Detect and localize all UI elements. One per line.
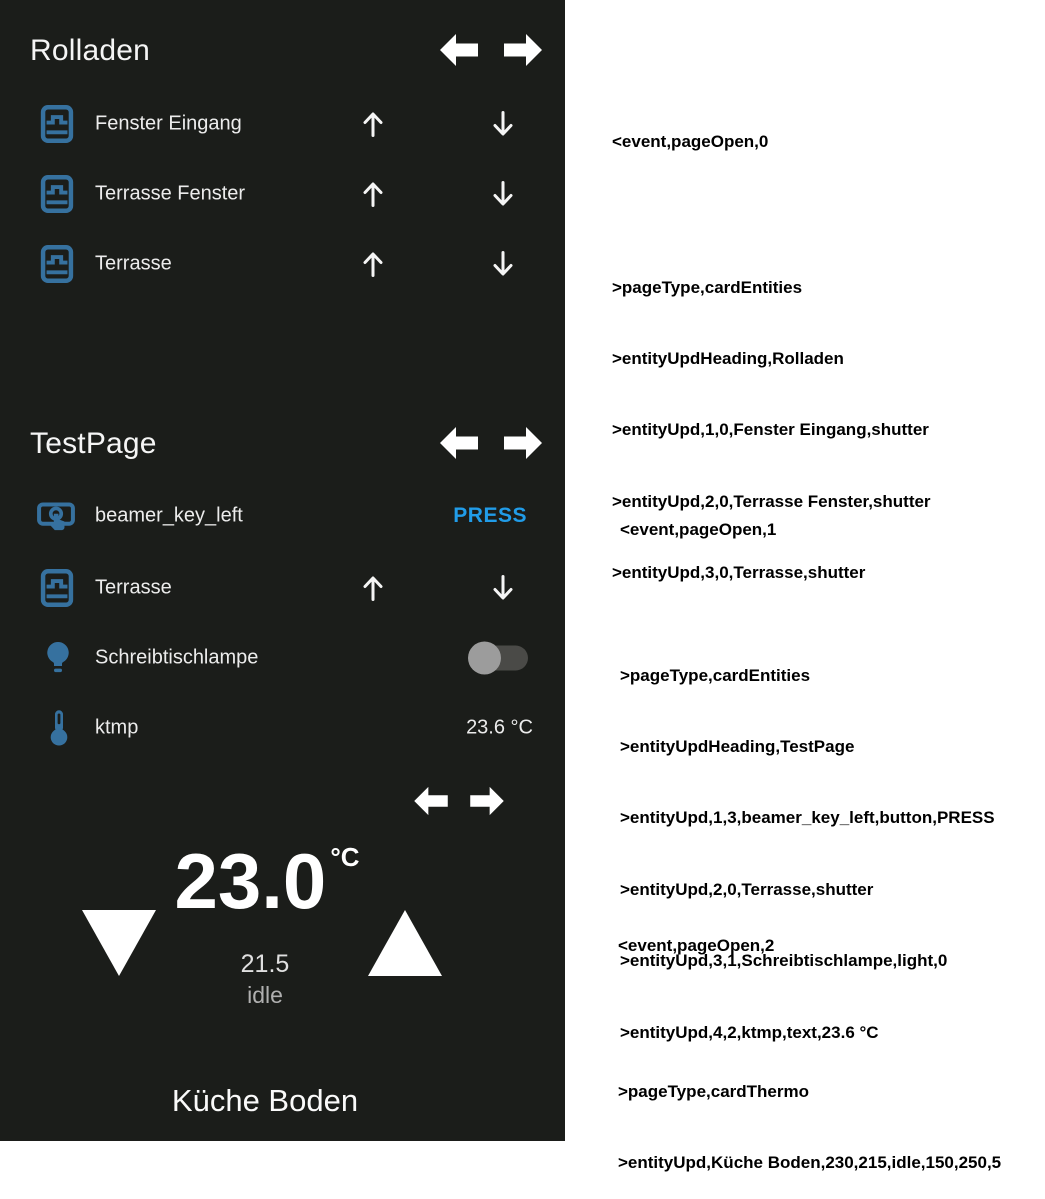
entity-label: Schreibtischlampe xyxy=(95,646,259,669)
page-next-button[interactable] xyxy=(504,33,542,72)
arrow-up-icon xyxy=(361,181,385,208)
arrow-down-icon xyxy=(491,111,515,138)
arrow-right-icon xyxy=(504,33,542,67)
annotation-line: >entityUpd,1,3,beamer_key_left,button,PRESS xyxy=(620,808,995,828)
page-prev-button[interactable] xyxy=(440,426,478,465)
annotation-line: >entityUpdHeading,TestPage xyxy=(620,736,855,756)
arrow-left-icon xyxy=(440,426,478,460)
entity-row xyxy=(0,100,565,148)
annotation-line: >entityUpd,2,0,Terrasse Fenster,shutter xyxy=(612,491,931,511)
entity-label: Fenster Eingang xyxy=(95,112,242,135)
arrow-up-icon xyxy=(361,251,385,278)
shutter-down-button[interactable] xyxy=(491,181,515,208)
thermometer-icon xyxy=(46,708,72,748)
current-temperature-value: 23.0 xyxy=(174,837,327,925)
page-prev-button[interactable] xyxy=(414,786,448,821)
page-next-button[interactable] xyxy=(470,786,504,821)
shutter-down-button[interactable] xyxy=(491,575,515,602)
current-temperature xyxy=(0,837,530,925)
toggle-knob xyxy=(468,642,501,675)
card-entities-testpage xyxy=(0,410,565,770)
entity-row xyxy=(0,240,565,288)
arrow-down-icon xyxy=(491,181,515,208)
arrow-down-icon xyxy=(491,251,515,278)
sensor-value: 23.6 °C xyxy=(466,716,533,739)
card-heading: TestPage xyxy=(30,427,157,460)
entity-label: Terrasse Fenster xyxy=(95,182,246,205)
annotation-event-line: <event,pageOpen,0 xyxy=(612,131,769,151)
annotation-line: >entityUpd,4,2,ktmp,text,23.6 °C xyxy=(620,1022,879,1042)
window-shutter-icon xyxy=(40,105,74,144)
arrow-up-icon xyxy=(361,575,385,602)
entity-label: beamer_key_left xyxy=(95,504,243,527)
entity-label: ktmp xyxy=(95,716,139,739)
hvac-state: idle xyxy=(247,982,283,1008)
shutter-up-button[interactable] xyxy=(361,111,385,138)
press-button[interactable]: PRESS xyxy=(453,504,527,527)
shutter-up-button[interactable] xyxy=(361,251,385,278)
card-thermo xyxy=(0,770,565,1141)
arrow-right-icon xyxy=(470,786,504,816)
page-prev-button[interactable] xyxy=(440,33,478,72)
annotation-block-page2 xyxy=(618,886,1001,1199)
gesture-tap-button-icon xyxy=(36,497,76,535)
annotation-line: >pageType,cardThermo xyxy=(618,1081,809,1101)
shutter-up-button[interactable] xyxy=(361,575,385,602)
arrow-up-icon xyxy=(361,111,385,138)
room-name: Küche Boden xyxy=(171,1083,359,1118)
annotation-line: >entityUpd,1,0,Fenster Eingang,shutter xyxy=(612,420,929,440)
entity-label: Terrasse xyxy=(95,252,172,275)
arrow-right-icon xyxy=(504,426,542,460)
window-shutter-icon xyxy=(40,569,74,608)
light-toggle-switch[interactable] xyxy=(468,642,528,675)
shutter-down-button[interactable] xyxy=(491,111,515,138)
setpoint-temperature: 21.5 xyxy=(240,950,290,978)
annotation-line: >pageType,cardEntities xyxy=(612,277,803,297)
entity-row xyxy=(0,492,565,540)
window-shutter-icon xyxy=(40,245,74,284)
annotation-line: >entityUpd,2,0,Terrasse,shutter xyxy=(620,879,874,899)
arrow-down-icon xyxy=(491,575,515,602)
temperature-unit: °C xyxy=(330,842,360,872)
arrow-left-icon xyxy=(414,786,448,816)
shutter-up-button[interactable] xyxy=(361,181,385,208)
annotation-line: >entityUpd,Küche Boden,230,215,idle,150,250,5 xyxy=(618,1152,1002,1172)
annotation-line: >pageType,cardEntities xyxy=(620,665,811,685)
annotation-line: >entityUpdHeading,Rolladen xyxy=(612,348,844,368)
shutter-down-button[interactable] xyxy=(491,251,515,278)
annotation-event-line: <event,pageOpen,2 xyxy=(618,935,775,955)
entity-row xyxy=(0,170,565,218)
entity-label: Terrasse xyxy=(95,576,172,599)
annotation-line: >entityUpd,3,1,Schreibtischlampe,light,0 xyxy=(620,951,948,971)
lightbulb-icon xyxy=(42,639,74,677)
card-entities-rolladen xyxy=(0,0,565,410)
card-heading: Rolladen xyxy=(30,34,151,67)
entity-row xyxy=(0,704,565,752)
entity-row xyxy=(0,634,565,682)
entity-row xyxy=(0,564,565,612)
page-next-button[interactable] xyxy=(504,426,542,465)
annotation-line: >entityUpd,3,0,Terrasse,shutter xyxy=(612,563,866,583)
window-shutter-icon xyxy=(40,175,74,214)
annotation-event-line: <event,pageOpen,1 xyxy=(620,519,777,539)
arrow-left-icon xyxy=(440,33,478,67)
